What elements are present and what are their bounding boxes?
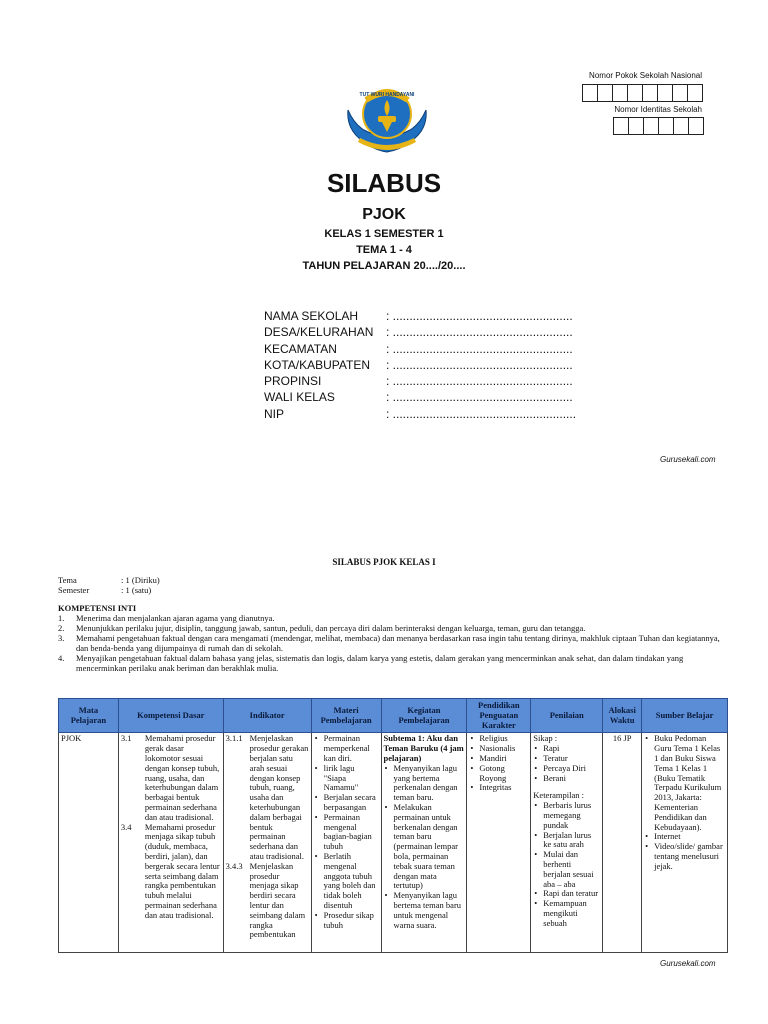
table-header-row [59,699,728,733]
watermark: Gurusekali.com [660,455,716,464]
digit-box[interactable] [644,118,659,134]
materi-item: • Permainan memperkenal kan diri. [324,734,379,763]
form-field-row [264,407,576,423]
table-row [59,733,728,953]
cell-mapel: PJOK [59,733,119,953]
cell-sumber [642,733,728,953]
karakter-item: • Gotong Royong [479,764,528,784]
kegiatan-heading: Subtema 1: Aku dan Teman Baruku (4 jam pelajaran) [383,733,464,763]
kd-text: Memahami prosedur menjaga sikap tubuh (duduk, membaca, berdiri, jalan), dan bergerak secara lentur serta seimbang dalam rangka pembentukan tubuh melalui permainan sederhana dan atau tradisional. [144,821,220,920]
cell-karakter [467,733,531,953]
form-field-value[interactable]: : ...................................................... [386,357,573,372]
kd-number: 3.1 [120,733,132,744]
kd-item [121,734,221,822]
sumber-item: • Internet [654,832,725,842]
keterampilan-list [533,801,600,928]
sumber-list [644,734,725,871]
ki-item [58,623,726,633]
form-field-label: DESA/KELURAHAN [264,325,374,340]
karakter-item: • Nasionalis [479,744,528,754]
table-header-cell: Mata Pelajaran [59,699,119,733]
digit-box[interactable] [659,118,674,134]
materi-item: • lirik lagu "Siapa Namamu" [324,764,379,793]
digit-box[interactable] [673,85,688,101]
karakter-item: • Religius [479,734,528,744]
cell-materi [311,733,381,953]
form-field-label: KOTA/KABUPATEN [264,357,371,372]
ki-text: Menunjukkan perilaku jujur, disiplin, tanggung jawab, santun, peduli, dan percaya diri dalam berinteraksi dengan keluarga, teman, guru dan tetangga. [76,623,586,633]
penilaian-sikap-label: Sikap : [533,733,558,744]
sumber-item: • Video/slide/ gambar tentang menelusuri jejak. [654,842,725,871]
form-field-value[interactable]: : ....................................................... [386,406,577,421]
ki-text: Menerima dan menjalankan ajaran agama yang dianutnya. [76,613,275,623]
digit-box[interactable] [674,118,689,134]
kegiatan-item: • Melakukan permainan untuk berkenalan dengan teman baru (permainan lempar bola, permainan tebak suara teman dengan mata tertutup) [394,803,465,891]
karakter-item: • Integritas [479,783,528,793]
form-field-row [264,325,576,341]
sikap-list [533,744,600,783]
digit-box[interactable] [689,118,703,134]
semester-value: : 1 (satu) [121,585,152,595]
semester-row [58,585,151,595]
syllabus-table [58,698,728,953]
kegiatan-item: • Menyanyikan lagu yang bertema perkenalan dengan teman baru. [394,764,465,803]
cell-kd [118,733,223,953]
ki-text: Menyajikan pengetahuan faktual dalam bahasa yang jelas, sistematis dan logis, dalam karya yang estetis, dalam gerakan yang mencerminkan anak sehat, dan dalam tindakan yang mencerminkan perilaku anak beriman dan berakhlak mulia. [76,653,684,673]
tema-label: Tema [58,575,77,585]
keterampilan-item: • Kemampuan mengikuti sebuah [543,899,600,928]
cover-title: SILABUS [326,168,442,198]
keterampilan-item: • Berjalan lurus ke satu arah [543,831,600,851]
keterampilan-item: • Rapi dan teratur [543,889,600,899]
cover-class-semester: KELAS 1 SEMESTER 1 [324,228,444,240]
form-field-value[interactable]: : ...................................................... [386,374,573,389]
materi-item: • Berjalan secara berpasangan [324,793,379,813]
ki-heading: KOMPETENSI INTI [58,603,137,613]
form-field-value[interactable]: : ...................................................... [386,309,573,323]
form-field-row [264,342,576,358]
table-header-cell: Kegiatan Pembelajaran [381,699,467,733]
kegiatan-list [384,764,465,931]
table-header-cell: Kompetensi Dasar [118,699,223,733]
ki-list [58,613,726,673]
form-field-label: NIP [264,406,285,421]
karakter-list [469,734,528,793]
ki-number: 4. [58,653,65,663]
indikator-text: Menjelaskan prosedur gerakan berjalan satu arah sesuai dengan konsep tubuh, ruang, usaha dan keterhubungan dalam berbagai bentuk permainan sederhana dan atau tradisional. [249,733,309,861]
syllabus-table-wrap [58,698,728,953]
table-header-cell: Sumber Belajar [642,699,728,733]
form-field-label: NAMA SEKOLAH [264,309,359,323]
watermark-bottom: Gurusekali.com [660,959,716,968]
ki-item [58,633,726,653]
karakter-item: • Mandiri [479,754,528,764]
cover-year: TAHUN PELAJARAN 20..../20.... [302,260,466,272]
nis-boxes[interactable] [613,117,704,135]
npsn-label: Nomor Pokok Sekolah Nasional [589,71,702,80]
cell-kegiatan [381,733,467,953]
digit-box[interactable] [613,85,628,101]
cell-alokasi: 16 JP [603,733,642,953]
digit-box[interactable] [629,118,644,134]
table-header-cell: Alokasi Waktu [603,699,642,733]
form-field-label: PROPINSI [264,374,322,389]
cover-theme: TEMA 1 - 4 [356,244,412,256]
cell-indikator [223,733,311,953]
indikator-item [226,734,309,861]
form-field-row [264,374,576,390]
svg-text:TUT WURI HANDAYANI: TUT WURI HANDAYANI [359,92,415,98]
semester-label: Semester [58,585,90,595]
form-field-label: KECAMATAN [264,341,337,356]
indikator-item [226,862,309,940]
tema-value: : 1 (Diriku) [121,575,160,585]
sikap-item: • Berani [543,774,600,784]
sikap-item: • Teratur [543,754,600,764]
nis-label: Nomor Identitas Sekolah [614,105,702,114]
indikator-text: Menjelaskan prosedur menjaga sikap berdiri secara lentur dan seimbang dalam rangka pembentukan [249,860,306,940]
materi-item: • Permainan mengenal bagian-bagian tubuh [324,813,379,852]
kd-item [121,823,221,921]
kegiatan-item: • Menyanyikan lagu bertema teman baru untuk mengenal warna suara. [394,891,465,930]
sikap-item: • Rapi [543,744,600,754]
table-header-cell: Materi Pembelajaran [311,699,381,733]
ki-number: 3. [58,633,65,643]
indikator-number: 3.1.1 [225,733,243,744]
sikap-item: • Percaya Diri [543,764,600,774]
form-field-label: WALI KELAS [264,390,335,405]
penilaian-keterampilan-label: Keterampilan : [533,790,585,801]
materi-item: • Prosedur sikap tubuh [324,911,379,931]
doc-title: SILABUS PJOK KELAS I [332,557,436,567]
digit-box[interactable] [583,85,598,101]
digit-box[interactable] [643,85,658,101]
materi-item: • Berlatih mengenal anggota tubuh yang boleh dan tidak boleh disentuh [324,852,379,911]
materi-list [314,734,379,930]
table-header-cell: Indikator [223,699,311,733]
indikator-number: 3.4.3 [225,860,243,871]
digit-box[interactable] [628,85,643,101]
form-field-row [264,309,576,325]
tema-row [58,575,160,585]
digit-box[interactable] [614,118,629,134]
tut-wuri-handayani-logo [344,80,430,158]
ki-number: 1. [58,613,65,623]
form-field-value[interactable]: : ...................................................... [386,325,573,340]
cover-subject: PJOK [362,206,406,223]
table-header-cell: Penilaian [531,699,603,733]
keterampilan-item: • Berbaris lurus memegang pundak [543,801,600,830]
table-header-cell: Pendidikan Penguatan Karakter [467,699,531,733]
form-field-value[interactable]: : ...................................................... [386,341,573,356]
digit-box[interactable] [658,85,673,101]
ki-item [58,613,726,623]
ki-text: Memahami pengetahuan faktual dengan cara mengamati (mendengar, melihat, membaca) dan menanya berdasarkan rasa ingin tahu tentang dirinya, makhluk ciptaan Tuhan dan kegiatannya, dan benda-benda yang dijumpainya di rumah dan di sekolah. [76,633,720,653]
form-field-row [264,358,576,374]
kd-number: 3.4 [120,821,132,832]
sumber-item: • Buku Pedoman Guru Tema 1 Kelas 1 dan Buku Siswa Tema 1 Kelas 1 (Buku Tematik Terpadu Kurikulum 2013, Jakarta: Kementerian Pendidikan dan Kebudayaan). [654,734,725,832]
school-info-form [264,309,576,423]
cell-penilaian [531,733,603,953]
ki-item [58,653,726,673]
form-field-row [264,390,576,406]
digit-box[interactable] [598,85,613,101]
keterampilan-item: • Mulai dan berhenti berjalan sesuai aba – aba [543,850,600,889]
kd-text: Memahami prosedur gerak dasar lokomotor sesuai dengan konsep tubuh, ruang, usaha, dan keterhubungan dalam berbagai bentuk permainan sederhana dan atau tradisional. [144,733,220,822]
ki-number: 2. [58,623,65,633]
form-field-value[interactable]: : ...................................................... [386,390,573,405]
npsn-boxes[interactable] [582,84,703,102]
digit-box[interactable] [688,85,702,101]
